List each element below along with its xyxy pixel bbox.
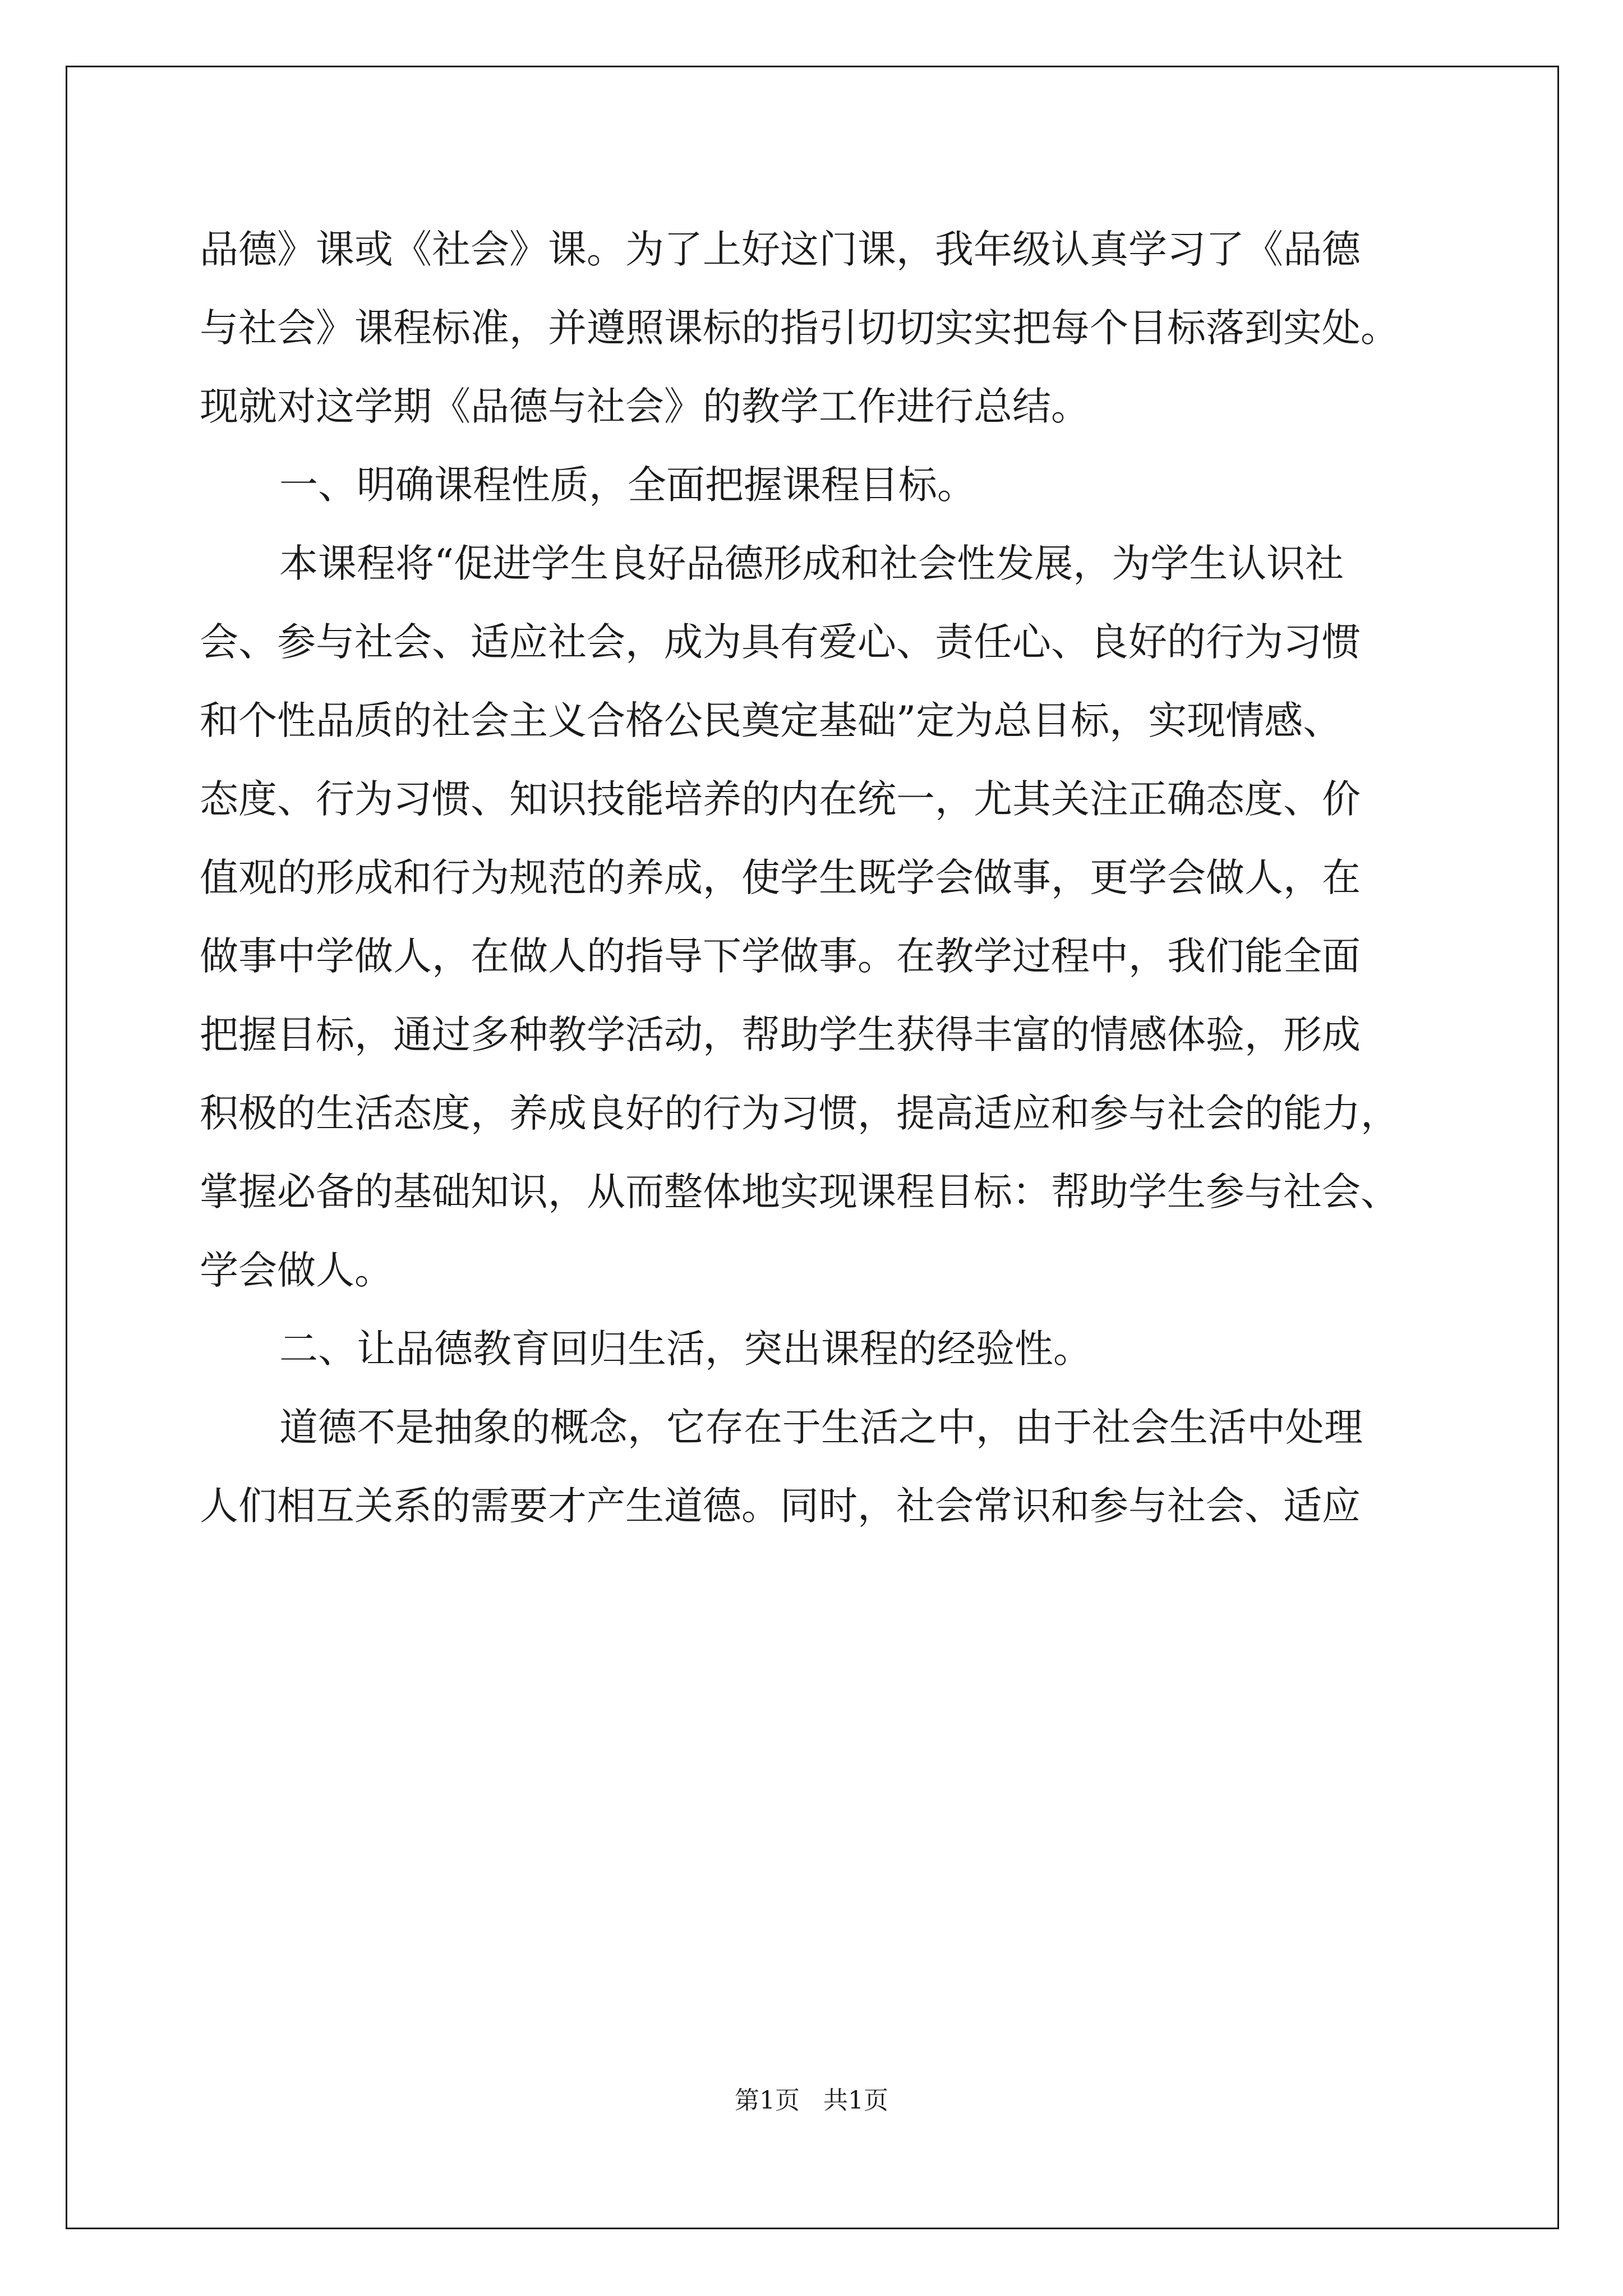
body-text-line: 现就对这学期《品德与社会》的教学工作进行总结。: [200, 384, 1090, 429]
body-text-line: 本课程将“促进学生良好品德形成和社会性发展，为学生认识社: [279, 541, 1344, 586]
section-heading: 一、明确课程性质，全面把握课程目标。: [279, 463, 976, 508]
body-text-line: 人们相互关系的需要才产生道德。同时，社会常识和参与社会、适应: [200, 1484, 1361, 1529]
body-text-line: 道德不是抽象的概念，它存在于生活之中，由于社会生活中处理: [279, 1405, 1363, 1450]
body-text-line: 会、参与社会、适应社会，成为具有爱心、责任心、良好的行为习惯: [200, 620, 1361, 665]
body-text-line: 态度、行为习惯、知识技能培养的内在统一，尤其关注正确态度、价: [200, 777, 1361, 822]
body-text-line: 做事中学做人，在做人的指导下学做事。在教学过程中，我们能全面: [200, 934, 1361, 979]
body-text-line: 掌握必备的基础知识，从而整体地实现课程目标：帮助学生参与社会、: [200, 1170, 1399, 1214]
body-text-line: 和个性品质的社会主义合格公民奠定基础”定为总目标，实现情感、: [200, 698, 1342, 743]
body-text-line: 品德》课或《社会》课。为了上好这门课，我年级认真学习了《品德: [200, 227, 1361, 272]
body-text-line: 把握目标，通过多种教学活动，帮助学生获得丰富的情感体验，形成: [200, 1013, 1361, 1057]
body-text-line: 与社会》课程标准，并遵照课标的指引切切实实把每个目标落到实处。: [200, 306, 1399, 351]
body-text-line: 积极的生活态度，养成良好的行为习惯，提高适应和参与社会的能力，: [200, 1091, 1399, 1136]
body-text-line: 学会做人。: [200, 1248, 393, 1293]
body-text-line: 值观的形成和行为规范的养成，使学生既学会做事，更学会做人，在: [200, 855, 1361, 900]
section-heading: 二、让品德教育回归生活，突出课程的经验性。: [279, 1327, 1092, 1372]
page-number-footer: 第1页 共1页: [735, 2086, 888, 2115]
